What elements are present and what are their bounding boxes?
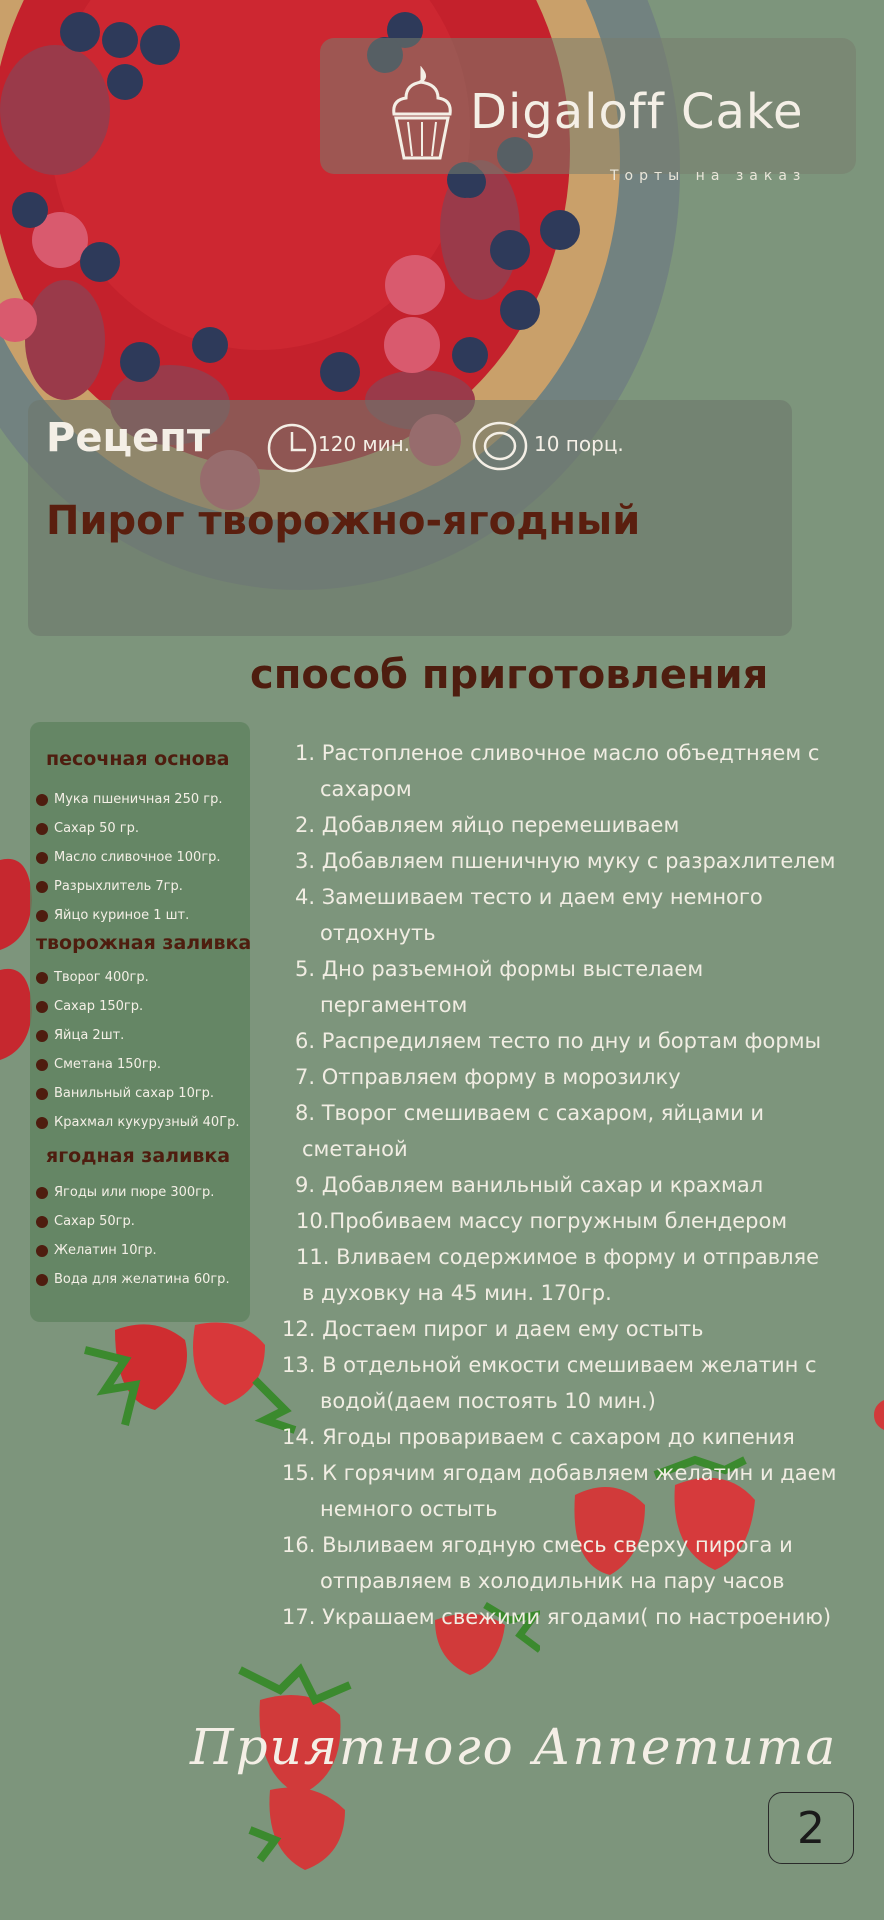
step-item-continuation: водой(даем постоять 10 мин.) bbox=[320, 1389, 656, 1413]
ingredient-section-title: творожная заливка bbox=[36, 932, 252, 954]
brand-name: Digaloff Cake bbox=[470, 84, 804, 140]
ingredient-item-label: Яйца 2шт. bbox=[54, 1028, 125, 1043]
step-item: 12. Достаем пирог и даем ему остыть bbox=[282, 1317, 704, 1341]
ingredient-item bbox=[38, 970, 149, 985]
ingredient-item-label: Сахар 150гр. bbox=[54, 999, 144, 1014]
step-item-continuation: в духовку на 45 мин. 170гр. bbox=[302, 1281, 612, 1305]
ingredient-item bbox=[38, 1243, 157, 1258]
ingredient-item bbox=[38, 792, 222, 807]
ingredient-item-label: Вода для желатина 60гр. bbox=[54, 1272, 230, 1287]
footer-greeting: Приятного Аппетита bbox=[190, 1718, 838, 1776]
ingredient-item bbox=[38, 1185, 214, 1200]
step-item-continuation: немного остыть bbox=[320, 1497, 498, 1521]
step-item: 16. Выливаем ягодную смесь сверху пирога и bbox=[282, 1533, 793, 1557]
step-item: 15. К горячим ягодам добавляем желатин и даем bbox=[282, 1461, 837, 1485]
clock-icon bbox=[266, 422, 318, 474]
strawberry-cluster-icon bbox=[55, 1300, 305, 1460]
ingredient-item-label: Творог 400гр. bbox=[54, 970, 149, 985]
ingredient-item-label: Крахмал кукурузный 40Гр. bbox=[54, 1115, 240, 1130]
ingredient-item bbox=[38, 1086, 214, 1101]
ingredient-item bbox=[38, 850, 221, 865]
ingredient-item bbox=[38, 1214, 135, 1229]
step-item: 5. Дно разъемной формы выстелаем bbox=[295, 957, 704, 981]
ingredient-item-label: Масло сливочное 100гр. bbox=[54, 850, 221, 865]
cupcake-icon bbox=[386, 66, 458, 162]
ingredient-item bbox=[38, 879, 183, 894]
ingredient-item-label: Сметана 150гр. bbox=[54, 1057, 162, 1072]
step-item: 1. Растопленое сливочное масло объедтняем с bbox=[295, 741, 820, 765]
ingredient-section-title: песочная основа bbox=[46, 748, 230, 770]
ingredient-section-title: ягодная заливка bbox=[46, 1145, 231, 1167]
step-item: 6. Распредиляем тесто по дну и бортам формы bbox=[295, 1029, 822, 1053]
ingredient-item-label: Ягоды или пюре 300гр. bbox=[54, 1185, 215, 1200]
recipe-label: Рецепт bbox=[46, 415, 211, 461]
logo-panel bbox=[320, 38, 856, 174]
ingredient-item bbox=[38, 1272, 230, 1287]
step-item-continuation: сметаной bbox=[302, 1137, 408, 1161]
step-item-continuation: отдохнуть bbox=[320, 921, 436, 945]
ingredient-item-label: Сахар 50гр. bbox=[54, 1214, 135, 1229]
step-item: 11. Вливаем содержимое в форму и отправляе bbox=[296, 1245, 820, 1269]
time-value: 120 мин. bbox=[318, 432, 411, 456]
ingredient-item-label: Мука пшеничная 250 гр. bbox=[54, 792, 223, 807]
step-item: 3. Добавляем пшеничную муку с разрахлителем bbox=[295, 849, 836, 873]
page-number: 2 bbox=[768, 1792, 854, 1864]
ingredient-item bbox=[38, 1028, 124, 1043]
ingredient-item-label: Яйцо куриное 1 шт. bbox=[54, 908, 190, 923]
step-item: 13. В отдельной емкости смешиваем желатин с bbox=[282, 1353, 817, 1377]
plate-icon bbox=[472, 420, 528, 472]
ingredient-item-label: Сахар 50 гр. bbox=[54, 821, 139, 836]
step-item: 8. Творог смешиваем с сахаром, яйцами и bbox=[295, 1101, 765, 1125]
ingredient-item-label: Желатин 10гр. bbox=[54, 1243, 157, 1258]
ingredients-panel bbox=[30, 722, 250, 1322]
recipe-title: Пирог творожно-ягодный bbox=[46, 498, 641, 544]
ingredient-item bbox=[38, 821, 139, 836]
ingredient-item bbox=[38, 908, 189, 923]
step-item: 9. Добавляем ванильный сахар и крахмал bbox=[295, 1173, 764, 1197]
step-item-continuation: сахаром bbox=[320, 777, 412, 801]
ingredient-item bbox=[38, 999, 143, 1014]
method-title: способ приготовления bbox=[250, 652, 769, 698]
ingredient-item bbox=[38, 1057, 161, 1072]
step-item: 2. Добавляем яйцо перемешиваем bbox=[295, 813, 680, 837]
ingredient-item-label: Ванильный сахар 10гр. bbox=[54, 1086, 215, 1101]
step-item-continuation: отправляем в холодильник на пару часов bbox=[320, 1569, 785, 1593]
step-item-continuation: пергаментом bbox=[320, 993, 468, 1017]
step-item: 17. Украшаем свежими ягодами( по настроению) bbox=[282, 1605, 832, 1629]
brand-tagline: Торты на заказ bbox=[610, 168, 807, 184]
step-item: 10.Пробиваем массу погружным блендером bbox=[296, 1209, 788, 1233]
step-item: 14. Ягоды провариваем с сахаром до кипения bbox=[282, 1425, 795, 1449]
step-item: 4. Замешиваем тесто и даем ему немного bbox=[295, 885, 763, 909]
step-item: 7. Отправляем форму в морозилку bbox=[295, 1065, 681, 1089]
strawberry-edge-icon bbox=[874, 1400, 884, 1430]
portions-value: 10 порц. bbox=[534, 432, 624, 456]
ingredient-item bbox=[38, 1115, 240, 1130]
ingredient-item-label: Разрыхлитель 7гр. bbox=[54, 879, 183, 894]
